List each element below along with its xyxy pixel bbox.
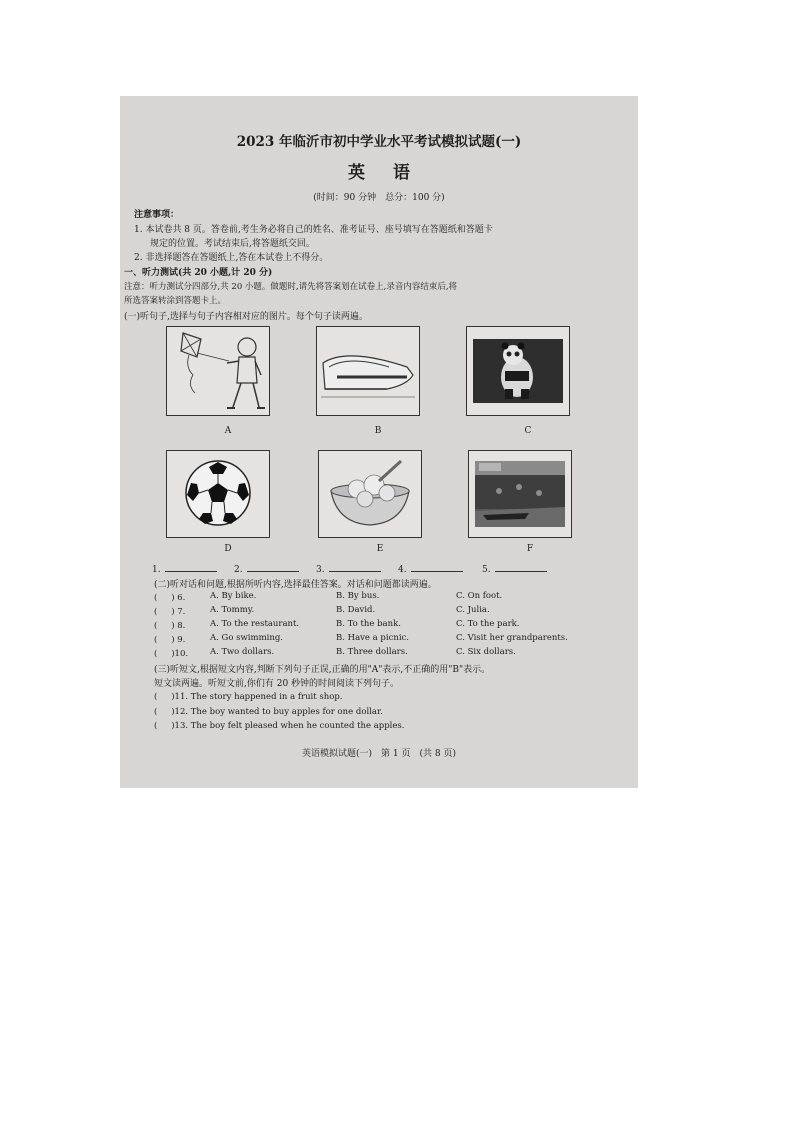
option-c: C. Julia.: [456, 605, 490, 615]
option-c: C. Visit her grandparents.: [456, 633, 568, 643]
option-a: A. To the restaurant.: [210, 619, 300, 629]
picture-label-b: B: [374, 426, 382, 436]
exam-title: 2023 年临沂市初中学业水平考试模拟试题(一): [236, 134, 522, 150]
football-drawing: [167, 451, 269, 537]
picture-b-train: [316, 326, 420, 416]
part-3-heading: (三)听短文,根据短文内容,判断下列句子正误,正确的用"A"表示,不正确的用"B"表示。: [154, 665, 491, 675]
panda-photo: [467, 327, 569, 415]
section-1-heading: 一、听力测试(共 20 小题,计 20 分): [124, 268, 273, 278]
part-2-heading: (二)听对话和问题,根据所听内容,选择最佳答案。对话和问题都读两遍。: [154, 580, 437, 590]
option-b: B. David.: [336, 605, 376, 615]
time-info: (时间：90 分钟 总分：100 分): [313, 193, 445, 203]
picture-e-bowl: [318, 450, 422, 538]
picture-a-kite: [166, 326, 270, 416]
subject-title: 英语: [348, 163, 438, 183]
part-3-heading-continued: 短文读两遍。听短文前,你们有 20 秒钟的时间阅读下列句子。: [154, 679, 400, 689]
picture-c-panda: [466, 326, 570, 416]
option-b: B. By bus.: [336, 591, 380, 601]
option-b: B. Three dollars.: [336, 647, 408, 657]
picture-label-f: F: [526, 544, 534, 554]
note-1: 1. 本试卷共 8 页。答卷前,考生务必将自己的姓名、准考证号、座号填写在答题纸和答题卡: [134, 225, 493, 235]
part-1-heading: (一)听句子,选择与句子内容相对应的图片。每个句子读两遍。: [124, 312, 368, 322]
exam-page: 2023 年临沂市初中学业水平考试模拟试题(一) 英语 (时间：90 分钟 总分：100 分) 注意事项： 1. 本试卷共 8 页。答卷前,考生务必将自己的姓名、准考证号、座号填写在答题纸和答题卡 规定的位置。考试结束后,将答题纸交回。 2. 非选择题答在答题纸上,答在本试卷上不得分。 一、听力测试(共 20 小题,计 20 分) 注意：听力测试分四部分,共 20 小题。做题时,请先将答案划在试卷上,录音内容结束后,将 所选答案转涂到答题卡上。 (一)听句子,选择与句子内容相对应的图片。每个句子读两遍。 A B C D E F 1. 2. 3. 4. 5. (二)听对话和问题,根据所听内容,选择最佳答案。对话和问题都读两遍。 ( ) 6. A. By bike. B. By bus. C. On foot. ( ) 7. A. Tommy. B. David. C. Julia. ( ) 8. A. To the restaurant. B. To the bank. C. To the park. ( ) 9. A. Go swimming. B. Have a picnic. C. Visit her grandparents. ( )10. A. Two dollars. B. Three dollars. C. Six dollars. (三)听短文,根据短文内容,判断下列句子正误,正确的用"A"表示,不正确的用"B"表示。 短文读两遍。听短文前,你们有 20 秒钟的时间阅读下列句子。 ( )11. The story happened in a fruit shop. ( )12. The boy wanted to buy apples for one dollar. ( )13. The boy felt pleased when he counted the apples. 英语模拟试题(一) 第 1 页 (共 8 页): [120, 96, 638, 788]
kite-boy-drawing: [167, 327, 269, 415]
picture-f-boat: [468, 450, 572, 538]
note-1-continued: 规定的位置。考试结束后,将答题纸交回。: [150, 239, 315, 249]
picture-label-c: C: [524, 426, 532, 436]
option-a: A. Tommy.: [210, 605, 255, 615]
option-a: A. By bike.: [210, 591, 257, 601]
answer-blank-3: 3.: [316, 562, 381, 575]
listening-note-continued: 所选答案转涂到答题卡上。: [124, 296, 227, 306]
answer-blank-1: 1.: [152, 562, 217, 575]
boat-photo: [469, 451, 571, 537]
note-2: 2. 非选择题答在答题纸上,答在本试卷上不得分。: [134, 253, 329, 263]
picture-label-d: D: [224, 544, 232, 554]
option-c: C. To the park.: [456, 619, 520, 629]
answer-blank-2: 2.: [234, 562, 299, 575]
answer-blank-5: 5.: [482, 562, 547, 575]
option-a: A. Go swimming.: [210, 633, 283, 643]
option-c: C. On foot.: [456, 591, 503, 601]
picture-label-a: A: [224, 426, 232, 436]
listening-note: 注意：听力测试分四部分,共 20 小题。做题时,请先将答案划在试卷上,录音内容结束后,将: [124, 282, 458, 292]
picture-label-e: E: [376, 544, 384, 554]
train-drawing: [317, 327, 419, 415]
page-footer: 英语模拟试题(一) 第 1 页 (共 8 页): [302, 749, 456, 759]
option-a: A. Two dollars.: [210, 647, 275, 657]
bowl-drawing: [319, 451, 421, 537]
option-b: B. Have a picnic.: [336, 633, 410, 643]
answer-blank-4: 4.: [398, 562, 463, 575]
statement-11: ( )11. The story happened in a fruit shop.: [154, 692, 343, 702]
option-b: B. To the bank.: [336, 619, 401, 629]
picture-d-football: [166, 450, 270, 538]
statement-13: ( )13. The boy felt pleased when he counted the apples.: [154, 721, 405, 731]
notes-heading: 注意事项：: [134, 210, 180, 220]
option-c: C. Six dollars.: [456, 647, 516, 657]
statement-12: ( )12. The boy wanted to buy apples for one dollar.: [154, 707, 383, 717]
